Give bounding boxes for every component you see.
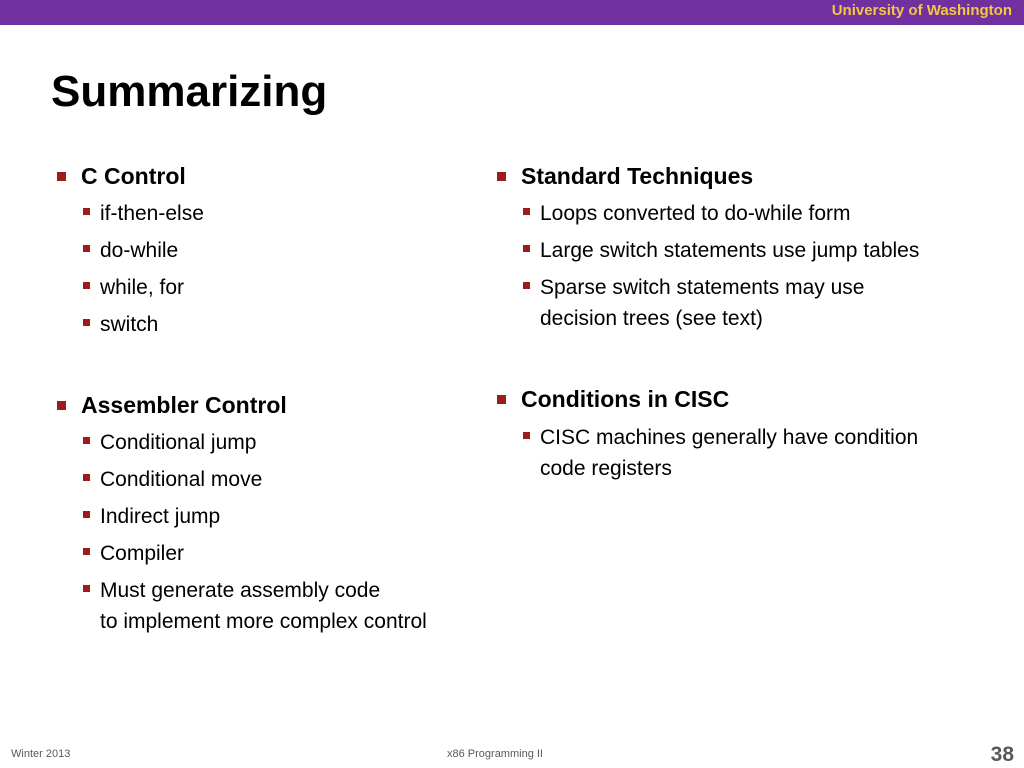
list-item: while, for (100, 273, 184, 304)
slide-title: Summarizing (51, 67, 328, 116)
square-bullet-icon (83, 474, 90, 481)
square-bullet-icon (57, 401, 66, 410)
square-bullet-icon (57, 172, 66, 181)
list-item: Compiler (100, 539, 184, 570)
list-item: if-then-else (100, 199, 204, 230)
header-bar (0, 0, 1024, 25)
square-bullet-icon (523, 208, 530, 215)
square-bullet-icon (497, 395, 506, 404)
footer-term: Winter 2013 (11, 748, 71, 760)
section-heading-c-control: C Control (81, 162, 186, 190)
footer-course: x86 Programming II (447, 748, 543, 760)
square-bullet-icon (83, 548, 90, 555)
list-item: Sparse switch statements may use decision trees (see text) (540, 273, 864, 334)
square-bullet-icon (83, 511, 90, 518)
square-bullet-icon (83, 437, 90, 444)
square-bullet-icon (83, 282, 90, 289)
institution-name: University of Washington (831, 2, 1012, 19)
square-bullet-icon (83, 208, 90, 215)
square-bullet-icon (523, 245, 530, 252)
page-number: 38 (990, 743, 1014, 766)
section-heading-assembler-control: Assembler Control (81, 391, 287, 419)
list-item: Indirect jump (100, 502, 220, 533)
list-item: Conditional jump (100, 428, 256, 459)
list-item: Must generate assembly code to implement more complex control (100, 576, 427, 637)
list-item: CISC machines generally have condition code registers (540, 423, 918, 484)
section-heading-conditions-in-cisc: Conditions in CISC (521, 385, 729, 413)
square-bullet-icon (523, 282, 530, 289)
list-item: do-while (100, 236, 178, 267)
list-item: switch (100, 310, 158, 341)
list-item: Large switch statements use jump tables (540, 236, 919, 267)
list-item: Loops converted to do-while form (540, 199, 851, 230)
list-item: Conditional move (100, 465, 262, 496)
section-heading-standard-techniques: Standard Techniques (521, 162, 753, 190)
square-bullet-icon (497, 172, 506, 181)
square-bullet-icon (83, 245, 90, 252)
square-bullet-icon (83, 319, 90, 326)
square-bullet-icon (523, 432, 530, 439)
square-bullet-icon (83, 585, 90, 592)
